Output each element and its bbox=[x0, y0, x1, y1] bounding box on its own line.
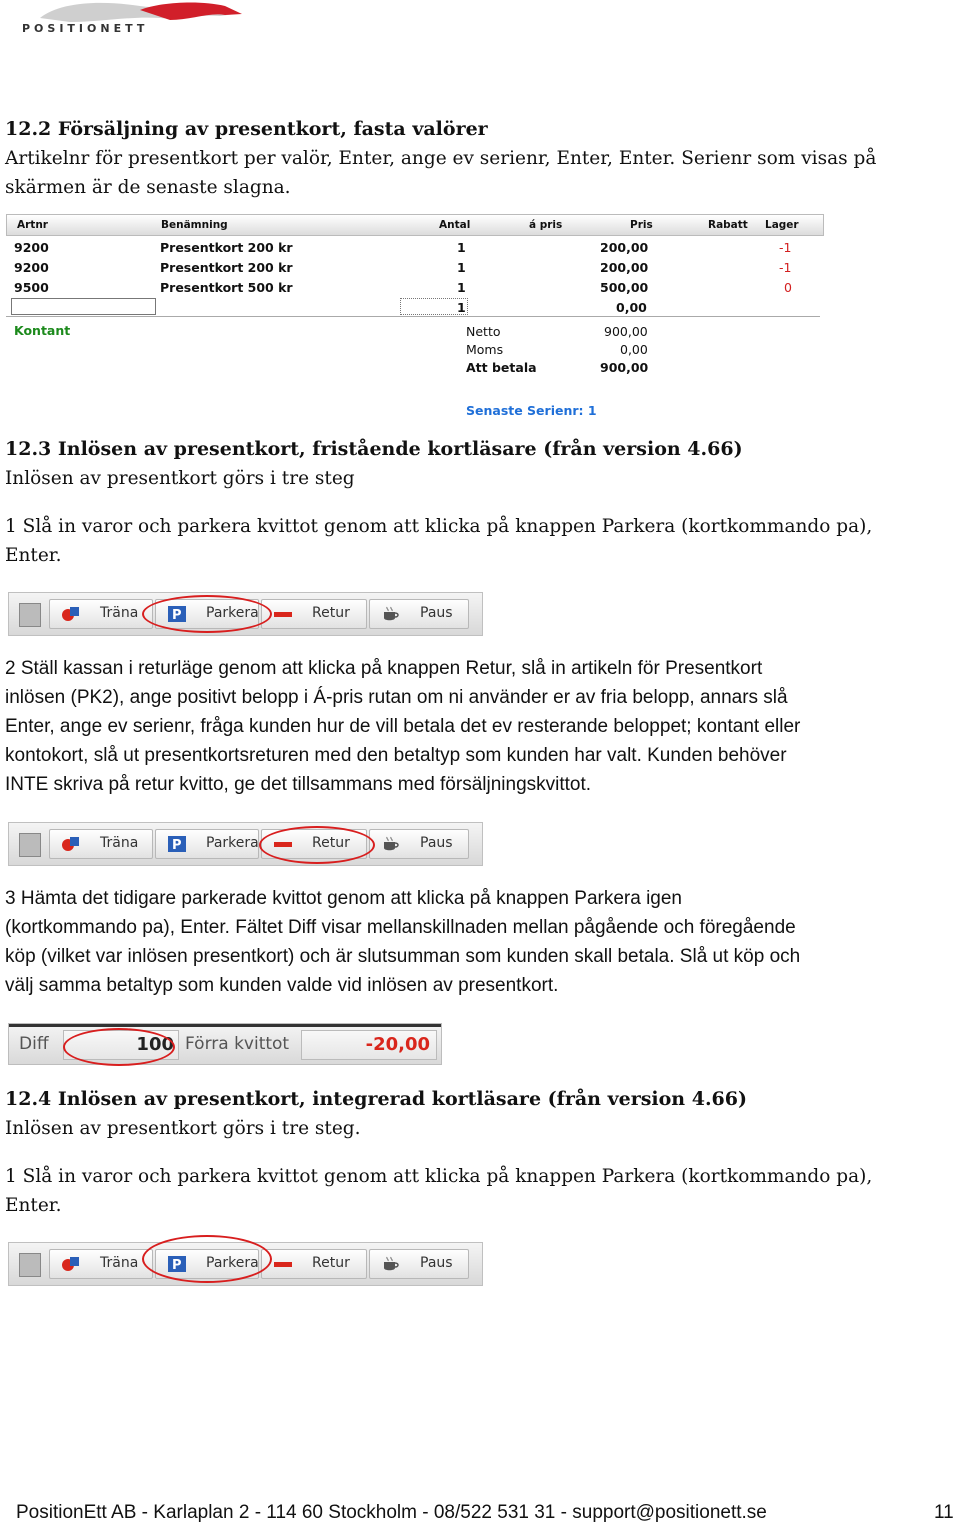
col-artnr: Artnr bbox=[17, 219, 48, 231]
trana-button[interactable] bbox=[49, 829, 153, 859]
trana-label: Träna bbox=[100, 1255, 139, 1271]
paragraph-line: (kortkommando pa), Enter. Fältet Diff visar mellanskillnaden mellan pågående och föregående bbox=[5, 917, 796, 938]
table-cell-pris: 200,00 bbox=[600, 260, 649, 275]
input-pris: 0,00 bbox=[616, 300, 647, 315]
coffee-cup-icon bbox=[382, 1256, 400, 1272]
page-number: 11 bbox=[934, 1502, 954, 1523]
payment-type: Kontant bbox=[14, 323, 71, 338]
col-lager: Lager bbox=[765, 219, 799, 231]
company-logo bbox=[20, 0, 250, 42]
svg-text:P: P bbox=[172, 838, 182, 852]
paragraph-line: Enter. bbox=[5, 1195, 62, 1216]
greyhound-logo-icon bbox=[20, 0, 250, 42]
paus-button[interactable] bbox=[369, 1249, 469, 1279]
paragraph-line: Inlösen av presentkort görs i tre steg. bbox=[5, 1118, 361, 1139]
paus-label: Paus bbox=[420, 835, 453, 851]
highlight-circle bbox=[142, 595, 272, 633]
totals-value: 0,00 bbox=[620, 342, 648, 357]
svg-text:P: P bbox=[172, 1258, 182, 1272]
parking-icon bbox=[168, 836, 186, 852]
table-cell-pris: 200,00 bbox=[600, 240, 649, 255]
footer-text: PositionEtt AB - Karlaplan 2 - 114 60 Stockholm - 08/522 531 31 - support@positionett.se bbox=[16, 1502, 767, 1523]
table-cell-lager: -1 bbox=[779, 260, 792, 275]
table-cell-pris: 500,00 bbox=[600, 280, 649, 295]
totals-value: 900,00 bbox=[604, 324, 648, 339]
parkera-label: Parkera bbox=[206, 605, 259, 621]
table-cell-lager: -1 bbox=[779, 240, 792, 255]
retur-button[interactable] bbox=[261, 1249, 367, 1279]
paragraph-line: Inlösen av presentkort görs i tre steg bbox=[5, 468, 355, 489]
prev-receipt-field[interactable] bbox=[301, 1030, 437, 1060]
paragraph-line: Enter, ange ev serienr, fråga kunden hur de vill betala det ev resterande beloppet; kontant eller bbox=[5, 716, 801, 737]
highlight-circle bbox=[63, 1028, 175, 1066]
training-icon bbox=[62, 1256, 80, 1272]
calculator-icon bbox=[19, 603, 41, 627]
col-pris: Pris bbox=[630, 219, 653, 231]
col-benamning: Benämning bbox=[161, 219, 228, 231]
table-cell-artnr: 9200 bbox=[14, 260, 49, 275]
table-cell-antal: 1 bbox=[457, 280, 466, 295]
pos-toolbar bbox=[8, 1242, 483, 1286]
retur-button[interactable] bbox=[261, 599, 367, 629]
retur-label: Retur bbox=[312, 1255, 350, 1271]
paus-label: Paus bbox=[420, 605, 453, 621]
retur-label: Retur bbox=[312, 605, 350, 621]
paragraph-line: välj samma betaltyp som kunden valde vid inlösen av presentkort. bbox=[5, 975, 559, 996]
svg-text:P: P bbox=[172, 608, 182, 622]
diff-value: 100 bbox=[136, 1034, 174, 1055]
paragraph-line: köp (vilket var inlösen presentkort) och är slutsumman som kunden skall betala. Slå ut köp och bbox=[5, 946, 801, 967]
table-cell-name: Presentkort 200 kr bbox=[160, 260, 293, 275]
prev-receipt-value: -20,00 bbox=[365, 1034, 430, 1055]
col-rabatt: Rabatt bbox=[708, 219, 748, 231]
logo-text: POSITIONETT bbox=[22, 22, 149, 35]
coffee-cup-icon bbox=[382, 836, 400, 852]
table-cell-artnr: 9500 bbox=[14, 280, 49, 295]
prev-receipt-label: Förra kvittot bbox=[185, 1034, 290, 1054]
retur-label: Retur bbox=[312, 835, 350, 851]
trana-button[interactable] bbox=[49, 599, 153, 629]
paus-button[interactable] bbox=[369, 599, 469, 629]
paragraph-line: Artikelnr för presentkort per valör, Enter, ange ev serienr, Enter, Enter. Serienr som visas på bbox=[5, 148, 877, 169]
minus-icon bbox=[274, 1256, 292, 1272]
training-icon bbox=[62, 606, 80, 622]
input-antal: 1 bbox=[457, 300, 466, 315]
divider bbox=[9, 1024, 441, 1027]
coffee-cup-icon bbox=[382, 606, 400, 622]
paragraph-line: 3 Hämta det tidigare parkerade kvittot genom att klicka på knappen Parkera igen bbox=[5, 888, 682, 909]
trana-label: Träna bbox=[100, 835, 139, 851]
highlight-circle bbox=[142, 1235, 272, 1283]
paragraph-line: skärmen är de senaste slagna. bbox=[5, 177, 291, 198]
heading-12-2: 12.2 Försäljning av presentkort, fasta valörer bbox=[5, 118, 488, 140]
table-cell-name: Presentkort 200 kr bbox=[160, 240, 293, 255]
highlight-circle bbox=[259, 826, 375, 864]
totals-value: 900,00 bbox=[600, 360, 649, 375]
training-icon bbox=[62, 836, 80, 852]
table-cell-lager: 0 bbox=[784, 280, 792, 295]
totals-label: Netto bbox=[466, 324, 501, 339]
paragraph-line: 1 Slå in varor och parkera kvittot genom att klicka på knappen Parkera (kortkommando pa), bbox=[5, 1166, 873, 1187]
paragraph-line: Enter. bbox=[5, 545, 62, 566]
serial-label: Senaste Serienr: 1 bbox=[466, 403, 597, 418]
pos-receipt-table bbox=[6, 214, 824, 426]
calculator-icon bbox=[19, 833, 41, 857]
heading-12-3: 12.3 Inlösen av presentkort, fristående kortläsare (från version 4.66) bbox=[5, 438, 743, 460]
col-a-pris: á pris bbox=[529, 219, 563, 231]
minus-icon bbox=[274, 606, 292, 622]
pos-toolbar bbox=[8, 592, 483, 636]
paragraph-line: kontokort, slå ut presentkortsreturen med den betaltyp som kunden har valt. Kunden behöver bbox=[5, 745, 787, 766]
paragraph-line: inlösen (PK2), ange positivt belopp i Á-pris rutan om ni använder er av fria belopp, annars slå bbox=[5, 687, 788, 708]
table-cell-antal: 1 bbox=[457, 260, 466, 275]
totals-label: Moms bbox=[466, 342, 504, 357]
paragraph-line: INTE skriva på retur kvitto, ge det tillsammans med försäljningskvittot. bbox=[5, 774, 592, 795]
totals-label: Att betala bbox=[466, 360, 537, 375]
table-cell-artnr: 9200 bbox=[14, 240, 49, 255]
paus-label: Paus bbox=[420, 1255, 453, 1271]
heading-12-4: 12.4 Inlösen av presentkort, integrerad kortläsare (från version 4.66) bbox=[5, 1088, 747, 1110]
paragraph-line: 1 Slå in varor och parkera kvittot genom att klicka på knappen Parkera (kortkommando pa), bbox=[5, 516, 873, 537]
pos-toolbar bbox=[8, 822, 483, 866]
paus-button[interactable] bbox=[369, 829, 469, 859]
divider bbox=[6, 316, 820, 317]
col-antal: Antal bbox=[439, 219, 471, 231]
diff-bar bbox=[8, 1023, 442, 1065]
parkera-label: Parkera bbox=[206, 835, 259, 851]
table-cell-name: Presentkort 500 kr bbox=[160, 280, 293, 295]
calculator-icon bbox=[19, 1253, 41, 1277]
trana-button[interactable] bbox=[49, 1249, 153, 1279]
table-header bbox=[6, 214, 824, 236]
paragraph-line: 2 Ställ kassan i returläge genom att klicka på knappen Retur, slå in artikeln för Presentkort bbox=[5, 658, 763, 679]
trana-label: Träna bbox=[100, 605, 139, 621]
parkera-button[interactable] bbox=[155, 829, 259, 859]
parkera-label: Parkera bbox=[206, 1255, 259, 1271]
table-cell-antal: 1 bbox=[457, 240, 466, 255]
artnr-input[interactable] bbox=[11, 298, 156, 315]
diff-label: Diff bbox=[19, 1034, 49, 1054]
